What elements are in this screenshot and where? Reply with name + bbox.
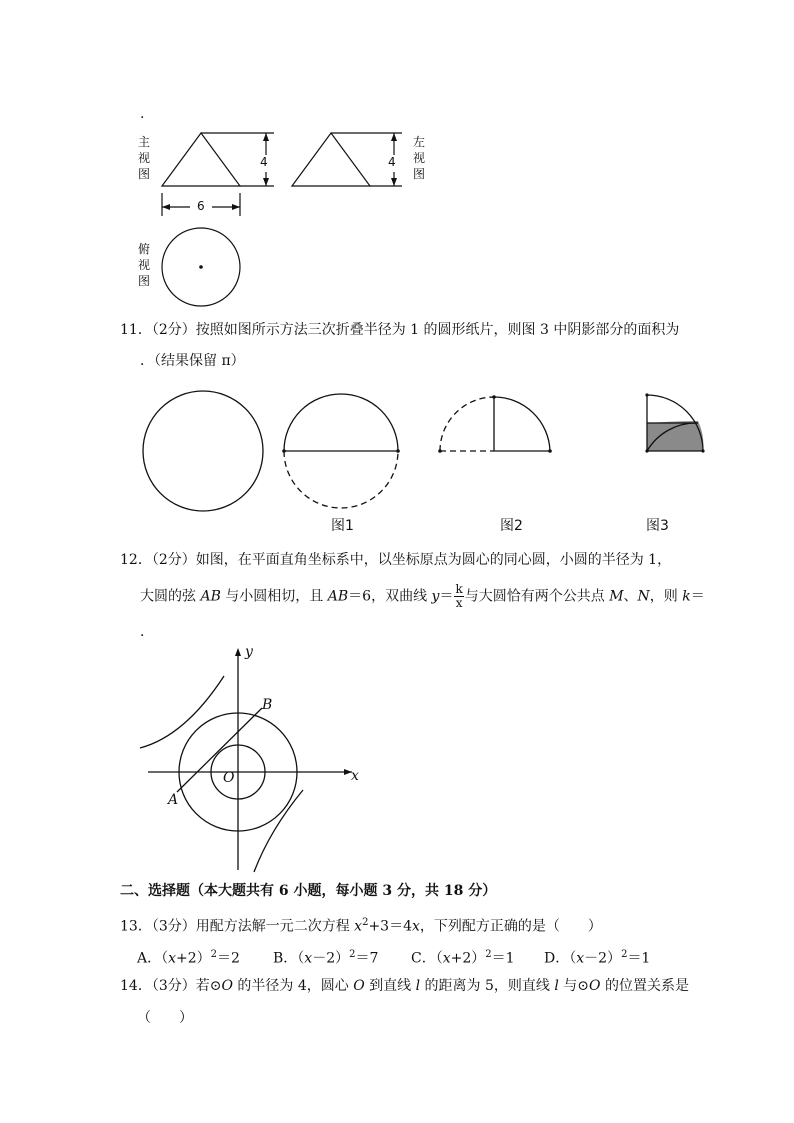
left-height-label: 4 [388,155,396,169]
front-view-label-3: 图 [137,167,150,181]
fig2-top-arc [284,394,398,451]
fig1-caption: 图1 [331,518,354,534]
k-over-x-fraction: $\frac{k}{x}$ [455,582,463,610]
top-view-label-3: 图 [137,274,150,288]
q13-option-a[interactable]: A．$(x+2)^2=2$ [137,949,240,967]
q13-stem: 13．（3分）用配方法解一元二次方程 $x^2+3=4x$，下列配方正确的是（ ） [120,917,602,935]
origin-label: O [223,770,235,786]
point-A-label: A [168,792,179,808]
front-view-label-2: 视 [137,151,150,165]
q12-line1: 12．（2分）如图，在平面直角坐标系中，以坐标原点为圆心的同心圆，小圆的半径为 1， [120,552,672,568]
fig3-caption: 图3 [646,518,669,534]
q12-line3: ． [140,624,154,640]
fig3-shaded-quarter [645,393,704,452]
three-view-drawing [0,0,794,320]
left-view-label-2: 视 [412,151,425,165]
top-view-label-2: 视 [137,258,150,272]
q10-answer-dot: . [140,106,145,122]
q11-folding-figures [0,385,794,525]
point-B-label: B [262,697,273,713]
width-label: 6 [197,199,205,213]
q14-stem: 14．（3分）若⊙O 的半径为 4，圆心 O 到直线 l 的距离为 5，则直线 l 与⊙O 的位置关系是 [120,978,689,994]
top-view-label-1: 俯 [137,242,150,256]
front-view-label-1: 主 [137,135,150,149]
hyperbola-branch-right [254,790,303,872]
section-2-heading: 二、选择题（本大题共有 6 小题，每小题 3 分，共 18 分） [120,883,497,899]
fig2-bottom-arc-dashed [284,451,398,508]
fig3-left-arc-dashed [440,397,494,451]
top-view-center-dot [199,265,203,269]
fig1-circle [143,391,263,511]
q13-option-d[interactable]: D．$(x-2)^2=1$ [544,949,651,967]
q12-line2: 大圆的弦 AB 与小圆相切，且 AB＝6，双曲线 y＝ $\frac{k}{x}$ 与大圆恰有两个公共点 M、N，则 k＝ [140,582,705,610]
q13-option-b[interactable]: B．$(x-2)^2=7$ [273,949,379,967]
q12-coordinate-figure [0,640,794,880]
front-view-triangle [162,133,240,186]
front-height-label: 4 [260,155,268,169]
hyperbola-branch-left [140,676,224,748]
q14-answer-blank: （ ） [137,1010,193,1026]
x-axis-label: x [351,768,359,784]
q11-line2: ．（结果保留 π） [140,353,245,369]
fig2-caption: 图2 [500,518,523,534]
left-view-label-3: 图 [412,167,425,181]
fig3-right-arc [494,397,550,451]
chord-AB [177,708,262,792]
left-view-triangle [292,133,370,186]
q11-line1: 11．（2分）按照如图所示方法三次折叠半径为 1 的圆形纸片，则图 3 中阴影部分的面积为 [120,322,680,338]
q13-option-c[interactable]: C．$(x+2)^2=1$ [411,949,515,967]
left-view-label-1: 左 [412,135,425,149]
y-axis-label: y [245,644,253,660]
